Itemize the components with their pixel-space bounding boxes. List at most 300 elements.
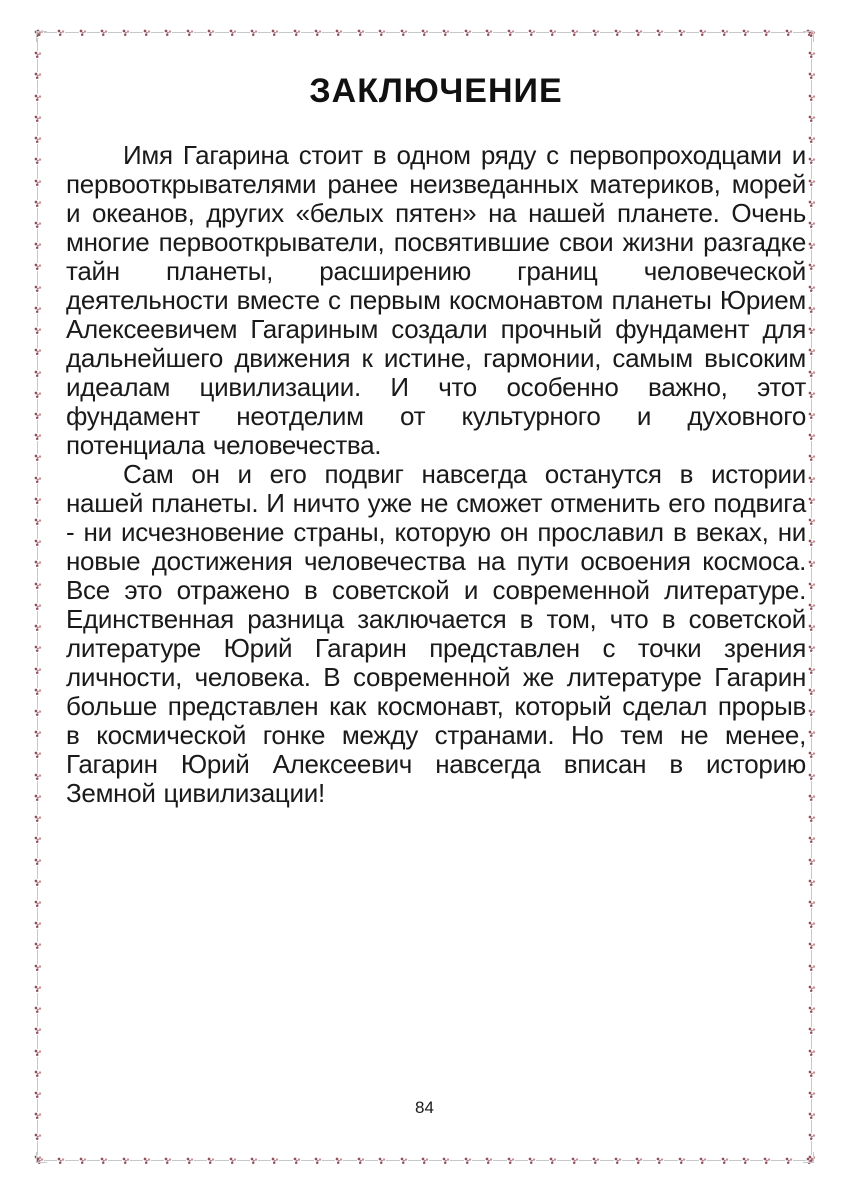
- trefoil-ornament-icon: [808, 773, 816, 781]
- trefoil-ornament-icon: [808, 433, 816, 441]
- border-line-segment: [811, 781, 812, 794]
- trefoil-ornament-icon: [79, 29, 87, 37]
- trefoil-ornament-icon: [721, 29, 729, 37]
- trefoil-ornament-icon: [808, 1133, 816, 1141]
- border-line-segment: [600, 32, 613, 33]
- border-line-segment: [811, 441, 812, 454]
- border-line-segment: [37, 590, 38, 603]
- trefoil-ornament-icon: [592, 1157, 600, 1165]
- trefoil-ornament-icon: [785, 1157, 793, 1165]
- trefoil-ornament-icon: [464, 1157, 472, 1165]
- border-line-segment: [322, 32, 335, 33]
- border-line-segment: [622, 32, 635, 33]
- ornament-border-top: [36, 28, 814, 37]
- border-line-segment: [87, 1160, 100, 1161]
- trefoil-ornament-icon: [34, 624, 42, 632]
- trefoil-ornament-icon: [808, 900, 816, 908]
- border-line-segment: [811, 823, 812, 836]
- border-line-segment: [37, 844, 38, 857]
- trefoil-ornament-icon: [808, 412, 816, 420]
- border-line-segment: [37, 378, 38, 391]
- border-line-segment: [37, 950, 38, 963]
- trefoil-ornament-icon: [335, 29, 343, 37]
- border-corner-bottom-left: [36, 1152, 47, 1163]
- trefoil-ornament-icon: [808, 815, 816, 823]
- trefoil-ornament-icon: [229, 29, 237, 37]
- border-line-segment: [37, 802, 38, 815]
- trefoil-ornament-icon: [34, 370, 42, 378]
- border-line-segment: [37, 993, 38, 1006]
- trefoil-ornament-icon: [571, 1157, 579, 1165]
- border-line-segment: [301, 1160, 314, 1161]
- trefoil-ornament-icon: [357, 29, 365, 37]
- trefoil-ornament-icon: [485, 29, 493, 37]
- border-line-segment: [811, 972, 812, 985]
- trefoil-ornament-icon: [808, 285, 816, 293]
- trefoil-ornament-icon: [763, 1157, 771, 1165]
- trefoil-ornament-icon: [808, 94, 816, 102]
- border-line-segment: [493, 32, 506, 33]
- border-line-segment: [515, 32, 528, 33]
- trefoil-ornament-icon: [808, 603, 816, 611]
- border-line-segment: [686, 1160, 699, 1161]
- trefoil-ornament-icon: [808, 1070, 816, 1078]
- trefoil-ornament-icon: [656, 29, 664, 37]
- border-line-segment: [130, 1160, 143, 1161]
- border-line-segment: [279, 32, 292, 33]
- trefoil-ornament-icon: [34, 751, 42, 759]
- trefoil-ornament-icon: [808, 1006, 816, 1014]
- border-line-segment: [811, 462, 812, 475]
- border-line-segment: [811, 505, 812, 518]
- border-line-segment: [811, 568, 812, 581]
- trefoil-ornament-icon: [808, 476, 816, 484]
- trefoil-ornament-icon: [34, 773, 42, 781]
- border-line-segment: [37, 908, 38, 921]
- trefoil-ornament-icon: [34, 879, 42, 887]
- page-number: 84: [415, 1098, 434, 1117]
- border-line-segment: [37, 738, 38, 751]
- trefoil-ornament-icon: [528, 1157, 536, 1165]
- trefoil-ornament-icon: [808, 370, 816, 378]
- ornament-border-left: [33, 30, 42, 1163]
- border-line-segment: [811, 1078, 812, 1091]
- trefoil-ornament-icon: [34, 476, 42, 484]
- border-line-segment: [237, 1160, 250, 1161]
- trefoil-ornament-icon: [34, 539, 42, 547]
- border-line-segment: [811, 759, 812, 772]
- trefoil-ornament-icon: [678, 29, 686, 37]
- trefoil-ornament-icon: [34, 1049, 42, 1057]
- border-line-segment: [37, 1120, 38, 1133]
- page-title: ЗАКЛЮЧЕНИЕ: [309, 72, 563, 110]
- trefoil-ornament-icon: [34, 263, 42, 271]
- border-line-segment: [811, 123, 812, 136]
- border-line-segment: [87, 32, 100, 33]
- trefoil-ornament-icon: [635, 29, 643, 37]
- trefoil-ornament-icon: [614, 29, 622, 37]
- border-line-segment: [258, 1160, 271, 1161]
- border-line-segment: [579, 32, 592, 33]
- border-line-segment: [707, 32, 720, 33]
- border-line-segment: [557, 32, 570, 33]
- trefoil-ornament-icon: [34, 136, 42, 144]
- border-line-segment: [37, 356, 38, 369]
- trefoil-ornament-icon: [34, 560, 42, 568]
- trefoil-ornament-icon: [808, 200, 816, 208]
- border-line-segment: [386, 32, 399, 33]
- border-line-segment: [811, 80, 812, 93]
- border-line-segment: [811, 675, 812, 688]
- trefoil-ornament-icon: [34, 157, 42, 165]
- trefoil-ornament-icon: [808, 51, 816, 59]
- trefoil-ornament-icon: [808, 964, 816, 972]
- border-line-segment: [151, 32, 164, 33]
- border-line-segment: [37, 547, 38, 560]
- trefoil-ornament-icon: [785, 29, 793, 37]
- border-line-segment: [771, 1160, 784, 1161]
- border-line-segment: [37, 271, 38, 284]
- trefoil-ornament-icon: [592, 29, 600, 37]
- trefoil-ornament-icon: [143, 1157, 151, 1165]
- trefoil-ornament-icon: [808, 667, 816, 675]
- trefoil-ornament-icon: [34, 51, 42, 59]
- border-line-segment: [215, 1160, 228, 1161]
- trefoil-ornament-icon: [34, 794, 42, 802]
- trefoil-ornament-icon: [678, 1157, 686, 1165]
- border-line-segment: [771, 32, 784, 33]
- border-line-segment: [151, 1160, 164, 1161]
- border-line-segment: [37, 335, 38, 348]
- border-line-segment: [515, 1160, 528, 1161]
- border-line-segment: [811, 250, 812, 263]
- trefoil-ornament-icon: [808, 1027, 816, 1035]
- trefoil-ornament-icon: [808, 348, 816, 356]
- border-line-segment: [37, 675, 38, 688]
- border-line-segment: [37, 123, 38, 136]
- trefoil-ornament-icon: [34, 582, 42, 590]
- border-line-segment: [37, 441, 38, 454]
- trefoil-ornament-icon: [808, 582, 816, 590]
- border-line-segment: [811, 314, 812, 327]
- border-line-segment: [557, 1160, 570, 1161]
- border-line-segment: [172, 32, 185, 33]
- border-line-segment: [811, 611, 812, 624]
- trefoil-ornament-icon: [143, 29, 151, 37]
- border-line-segment: [707, 1160, 720, 1161]
- border-line-segment: [811, 993, 812, 1006]
- trefoil-ornament-icon: [400, 1157, 408, 1165]
- border-line-segment: [429, 1160, 442, 1161]
- trefoil-ornament-icon: [34, 412, 42, 420]
- trefoil-ornament-icon: [293, 29, 301, 37]
- border-line-segment: [600, 1160, 613, 1161]
- border-line-segment: [237, 32, 250, 33]
- trefoil-ornament-icon: [808, 391, 816, 399]
- border-line-segment: [194, 32, 207, 33]
- border-line-segment: [37, 887, 38, 900]
- trefoil-ornament-icon: [314, 1157, 322, 1165]
- border-line-segment: [37, 696, 38, 709]
- border-line-segment: [37, 208, 38, 221]
- border-line-segment: [386, 1160, 399, 1161]
- border-line-segment: [579, 1160, 592, 1161]
- paragraph: Имя Гагарина стоит в одном ряду с первопроходцами и первооткрывателями ранее неизведанных материков, морей и океанов, других «белых пятен» на нашей планете. Очень многие первооткрыватели, посвятившие свои жизни разгадке тайн планеты, расширению границ человеческой деятельности вместе с первым космонавтом планеты Юрием Алексеевичем Гагариным создали прочный фундамент для дальнейшего движения к истине, гармонии, самым высоким идеалам цивилизации. И что особенно важно, этот фундамент неотделим от культурного и духовного потенциала человечества.: [66, 140, 806, 460]
- border-line-segment: [811, 335, 812, 348]
- trefoil-ornament-icon: [699, 29, 707, 37]
- trefoil-ornament-icon: [742, 1157, 750, 1165]
- border-line-segment: [215, 32, 228, 33]
- trefoil-ornament-icon: [808, 72, 816, 80]
- border-line-segment: [130, 32, 143, 33]
- border-corner-bottom-right: [803, 1152, 814, 1163]
- trefoil-ornament-icon: [122, 29, 130, 37]
- trefoil-ornament-icon: [57, 1157, 65, 1165]
- trefoil-ornament-icon: [34, 348, 42, 356]
- trefoil-ornament-icon: [34, 306, 42, 314]
- trefoil-ornament-icon: [79, 1157, 87, 1165]
- trefoil-ornament-icon: [34, 327, 42, 335]
- trefoil-ornament-icon: [34, 518, 42, 526]
- border-line-segment: [37, 250, 38, 263]
- border-line-segment: [686, 32, 699, 33]
- trefoil-ornament-icon: [34, 285, 42, 293]
- trefoil-ornament-icon: [808, 242, 816, 250]
- trefoil-ornament-icon: [808, 879, 816, 887]
- ornament-border-right: [807, 30, 816, 1163]
- border-line-segment: [811, 420, 812, 433]
- border-line-segment: [643, 32, 656, 33]
- border-line-segment: [811, 802, 812, 815]
- border-line-segment: [811, 208, 812, 221]
- trefoil-ornament-icon: [34, 921, 42, 929]
- border-line-segment: [37, 1014, 38, 1027]
- trefoil-ornament-icon: [808, 709, 816, 717]
- trefoil-ornament-icon: [314, 29, 322, 37]
- border-line-segment: [258, 32, 271, 33]
- border-line-segment: [37, 187, 38, 200]
- ornament-border-bottom: [36, 1156, 814, 1165]
- border-line-segment: [108, 32, 121, 33]
- trefoil-ornament-icon: [34, 645, 42, 653]
- border-line-segment: [37, 526, 38, 539]
- border-line-segment: [37, 866, 38, 879]
- border-line-segment: [37, 80, 38, 93]
- border-line-segment: [643, 1160, 656, 1161]
- border-line-segment: [37, 929, 38, 942]
- trefoil-ornament-icon: [34, 94, 42, 102]
- trefoil-ornament-icon: [34, 1027, 42, 1035]
- border-line-segment: [37, 165, 38, 178]
- trefoil-ornament-icon: [528, 29, 536, 37]
- trefoil-ornament-icon: [808, 454, 816, 462]
- border-line-segment: [811, 378, 812, 391]
- border-line-segment: [811, 887, 812, 900]
- border-line-segment: [811, 738, 812, 751]
- trefoil-ornament-icon: [378, 29, 386, 37]
- border-line-segment: [811, 59, 812, 72]
- border-line-segment: [37, 59, 38, 72]
- border-line-segment: [811, 844, 812, 857]
- border-line-segment: [811, 102, 812, 115]
- trefoil-ornament-icon: [808, 539, 816, 547]
- trefoil-ornament-icon: [464, 29, 472, 37]
- trefoil-ornament-icon: [808, 688, 816, 696]
- border-line-segment: [301, 32, 314, 33]
- border-line-segment: [811, 950, 812, 963]
- border-line-segment: [37, 972, 38, 985]
- trefoil-ornament-icon: [808, 306, 816, 314]
- border-line-segment: [472, 1160, 485, 1161]
- border-line-segment: [811, 866, 812, 879]
- trefoil-ornament-icon: [34, 242, 42, 250]
- border-line-segment: [811, 632, 812, 645]
- border-line-segment: [811, 1035, 812, 1048]
- trefoil-ornament-icon: [507, 29, 515, 37]
- trefoil-ornament-icon: [656, 1157, 664, 1165]
- border-line-segment: [322, 1160, 335, 1161]
- trefoil-ornament-icon: [100, 1157, 108, 1165]
- border-line-segment: [811, 590, 812, 603]
- trefoil-ornament-icon: [34, 815, 42, 823]
- trefoil-ornament-icon: [808, 560, 816, 568]
- border-corner-top-right: [803, 31, 814, 42]
- trefoil-ornament-icon: [34, 603, 42, 611]
- trefoil-ornament-icon: [57, 29, 65, 37]
- border-line-segment: [37, 823, 38, 836]
- trefoil-ornament-icon: [699, 1157, 707, 1165]
- border-line-segment: [37, 632, 38, 645]
- border-line-segment: [37, 611, 38, 624]
- trefoil-ornament-icon: [808, 136, 816, 144]
- border-line-segment: [194, 1160, 207, 1161]
- border-line-segment: [37, 314, 38, 327]
- trefoil-ornament-icon: [507, 1157, 515, 1165]
- trefoil-ornament-icon: [808, 157, 816, 165]
- border-line-segment: [37, 229, 38, 242]
- border-line-segment: [811, 547, 812, 560]
- trefoil-ornament-icon: [271, 1157, 279, 1165]
- trefoil-ornament-icon: [808, 518, 816, 526]
- border-line-segment: [472, 32, 485, 33]
- border-line-segment: [811, 717, 812, 730]
- trefoil-ornament-icon: [442, 29, 450, 37]
- trefoil-ornament-icon: [378, 1157, 386, 1165]
- border-line-segment: [37, 568, 38, 581]
- trefoil-ornament-icon: [34, 730, 42, 738]
- trefoil-ornament-icon: [421, 29, 429, 37]
- border-corner-top-left: [36, 31, 47, 42]
- border-line-segment: [664, 32, 677, 33]
- border-line-segment: [37, 717, 38, 730]
- border-line-segment: [37, 505, 38, 518]
- trefoil-ornament-icon: [34, 391, 42, 399]
- border-line-segment: [65, 32, 78, 33]
- border-line-segment: [429, 32, 442, 33]
- trefoil-ornament-icon: [808, 730, 816, 738]
- trefoil-ornament-icon: [271, 29, 279, 37]
- trefoil-ornament-icon: [34, 964, 42, 972]
- border-line-segment: [729, 32, 742, 33]
- body-text: [66, 141, 806, 808]
- border-line-segment: [493, 1160, 506, 1161]
- border-line-segment: [343, 32, 356, 33]
- trefoil-ornament-icon: [34, 179, 42, 187]
- paragraph: Сам он и его подвиг навсегда останутся в истории нашей планеты. И ничто уже не сможет отменить его подвига - ни исчезновение страны, которую он прославил в веках, ни новые достижения человечества на пути освоения космоса. Все это отражено в советской и современной литературе. Единственная разница заключается в том, что в советской литературе Юрий Гагарин представлен с точки зрения личности, человека. В современной же литературе Гагарин больше представлен как космонавт, который сделал прорыв в космической гонке между странами. Но тем не менее, Гагарин Юрий Алексеевич навсегда вписан в историю Земной цивилизации!: [66, 459, 806, 808]
- border-line-segment: [811, 356, 812, 369]
- border-line-segment: [811, 293, 812, 306]
- border-line-segment: [811, 1057, 812, 1070]
- trefoil-ornament-icon: [808, 115, 816, 123]
- trefoil-ornament-icon: [808, 263, 816, 271]
- trefoil-ornament-icon: [400, 29, 408, 37]
- border-line-segment: [408, 1160, 421, 1161]
- border-line-segment: [811, 696, 812, 709]
- trefoil-ornament-icon: [34, 454, 42, 462]
- border-line-segment: [811, 144, 812, 157]
- trefoil-ornament-icon: [549, 1157, 557, 1165]
- border-line-segment: [365, 32, 378, 33]
- border-line-segment: [37, 293, 38, 306]
- trefoil-ornament-icon: [763, 29, 771, 37]
- trefoil-ornament-icon: [34, 115, 42, 123]
- trefoil-ornament-icon: [34, 200, 42, 208]
- trefoil-ornament-icon: [635, 1157, 643, 1165]
- trefoil-ornament-icon: [421, 1157, 429, 1165]
- trefoil-ornament-icon: [442, 1157, 450, 1165]
- trefoil-ornament-icon: [808, 624, 816, 632]
- border-line-segment: [343, 1160, 356, 1161]
- trefoil-ornament-icon: [34, 1133, 42, 1141]
- trefoil-ornament-icon: [100, 29, 108, 37]
- border-line-segment: [811, 399, 812, 412]
- trefoil-ornament-icon: [808, 1049, 816, 1057]
- trefoil-ornament-icon: [34, 1070, 42, 1078]
- page-content: [66, 72, 806, 808]
- trefoil-ornament-icon: [34, 433, 42, 441]
- trefoil-ornament-icon: [34, 858, 42, 866]
- border-line-segment: [811, 1014, 812, 1027]
- trefoil-ornament-icon: [34, 836, 42, 844]
- trefoil-ornament-icon: [34, 688, 42, 696]
- border-line-segment: [750, 1160, 763, 1161]
- trefoil-ornament-icon: [250, 1157, 258, 1165]
- trefoil-ornament-icon: [293, 1157, 301, 1165]
- trefoil-ornament-icon: [808, 327, 816, 335]
- border-line-segment: [37, 1057, 38, 1070]
- border-line-segment: [811, 653, 812, 666]
- trefoil-ornament-icon: [808, 836, 816, 844]
- trefoil-ornament-icon: [34, 221, 42, 229]
- border-line-segment: [37, 759, 38, 772]
- border-line-segment: [811, 929, 812, 942]
- border-line-segment: [811, 1120, 812, 1133]
- border-line-segment: [450, 32, 463, 33]
- border-line-segment: [37, 462, 38, 475]
- trefoil-ornament-icon: [335, 1157, 343, 1165]
- trefoil-ornament-icon: [34, 1006, 42, 1014]
- trefoil-ornament-icon: [808, 942, 816, 950]
- trefoil-ornament-icon: [808, 858, 816, 866]
- trefoil-ornament-icon: [34, 985, 42, 993]
- border-line-segment: [811, 187, 812, 200]
- border-line-segment: [37, 484, 38, 497]
- trefoil-ornament-icon: [485, 1157, 493, 1165]
- border-line-segment: [37, 781, 38, 794]
- border-line-segment: [811, 229, 812, 242]
- trefoil-ornament-icon: [164, 1157, 172, 1165]
- trefoil-ornament-icon: [34, 72, 42, 80]
